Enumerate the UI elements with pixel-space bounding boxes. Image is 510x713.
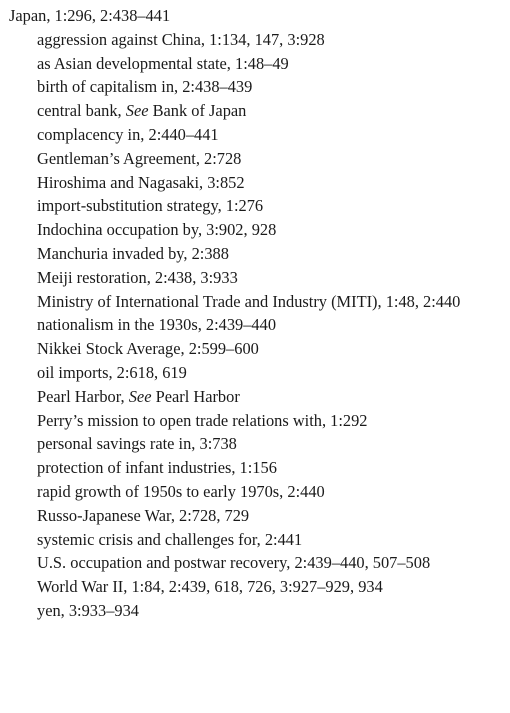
subentry: complacency in, 2:440–441	[37, 124, 219, 144]
heading-term: Japan,	[9, 6, 51, 25]
subentry: birth of capitalism in, 2:438–439	[37, 77, 253, 97]
subentry: World War II, 1:84, 2:439, 618, 726, 3:927–929, 934	[37, 577, 383, 597]
subentry: as Asian developmental state, 1:48–49	[37, 53, 289, 73]
subentry: rapid growth of 1950s to early 1970s, 2:440	[37, 481, 325, 501]
subentry-target: Bank of Japan	[148, 101, 247, 121]
subentry: Russo-Japanese War, 2:728, 729	[37, 505, 250, 525]
subentry: aggression against China, 1:134, 147, 3:928	[37, 29, 325, 49]
see-reference-marker: See	[128, 386, 152, 406]
subentry: oil imports, 2:618, 619	[37, 362, 187, 382]
subentry: U.S. occupation and postwar recovery, 2:439–440, 507–508	[37, 553, 431, 573]
subentry-wrapped: Ministry of International Trade and Industry (MITI), 1:48, 2:440	[37, 291, 461, 311]
subentry: systemic crisis and challenges for, 2:441	[37, 529, 303, 549]
subentry: Hiroshima and Nagasaki, 3:852	[37, 172, 245, 192]
index-heading-entry	[0, 4, 510, 28]
subentry: yen, 3:933–934	[37, 600, 139, 620]
subentry: nationalism in the 1930s, 2:439–440	[37, 315, 277, 335]
subentry-cross-reference	[0, 385, 510, 409]
subentry: Manchuria invaded by, 2:388	[37, 243, 229, 263]
subentry: protection of infant industries, 1:156	[37, 458, 277, 478]
subentry: Gentleman’s Agreement, 2:728	[37, 148, 242, 168]
subentry-cross-reference	[0, 99, 510, 123]
subentry: Perry’s mission to open trade relations with, 1:292	[37, 410, 368, 430]
subentry-text: Pearl Harbor,	[37, 386, 129, 406]
see-reference-marker: See	[125, 101, 149, 121]
subentry: Nikkei Stock Average, 2:599–600	[37, 339, 259, 359]
subentry: import-substitution strategy, 1:276	[37, 196, 264, 216]
heading-refs: 1:296, 2:438–441	[50, 6, 171, 25]
subentry: Indochina occupation by, 3:902, 928	[37, 220, 277, 240]
subentry-target: Pearl Harbor	[151, 386, 240, 406]
subentry: personal savings rate in, 3:738	[37, 434, 237, 454]
subentry: Meiji restoration, 2:438, 3:933	[37, 267, 238, 287]
subentry-text: central bank,	[37, 101, 126, 121]
